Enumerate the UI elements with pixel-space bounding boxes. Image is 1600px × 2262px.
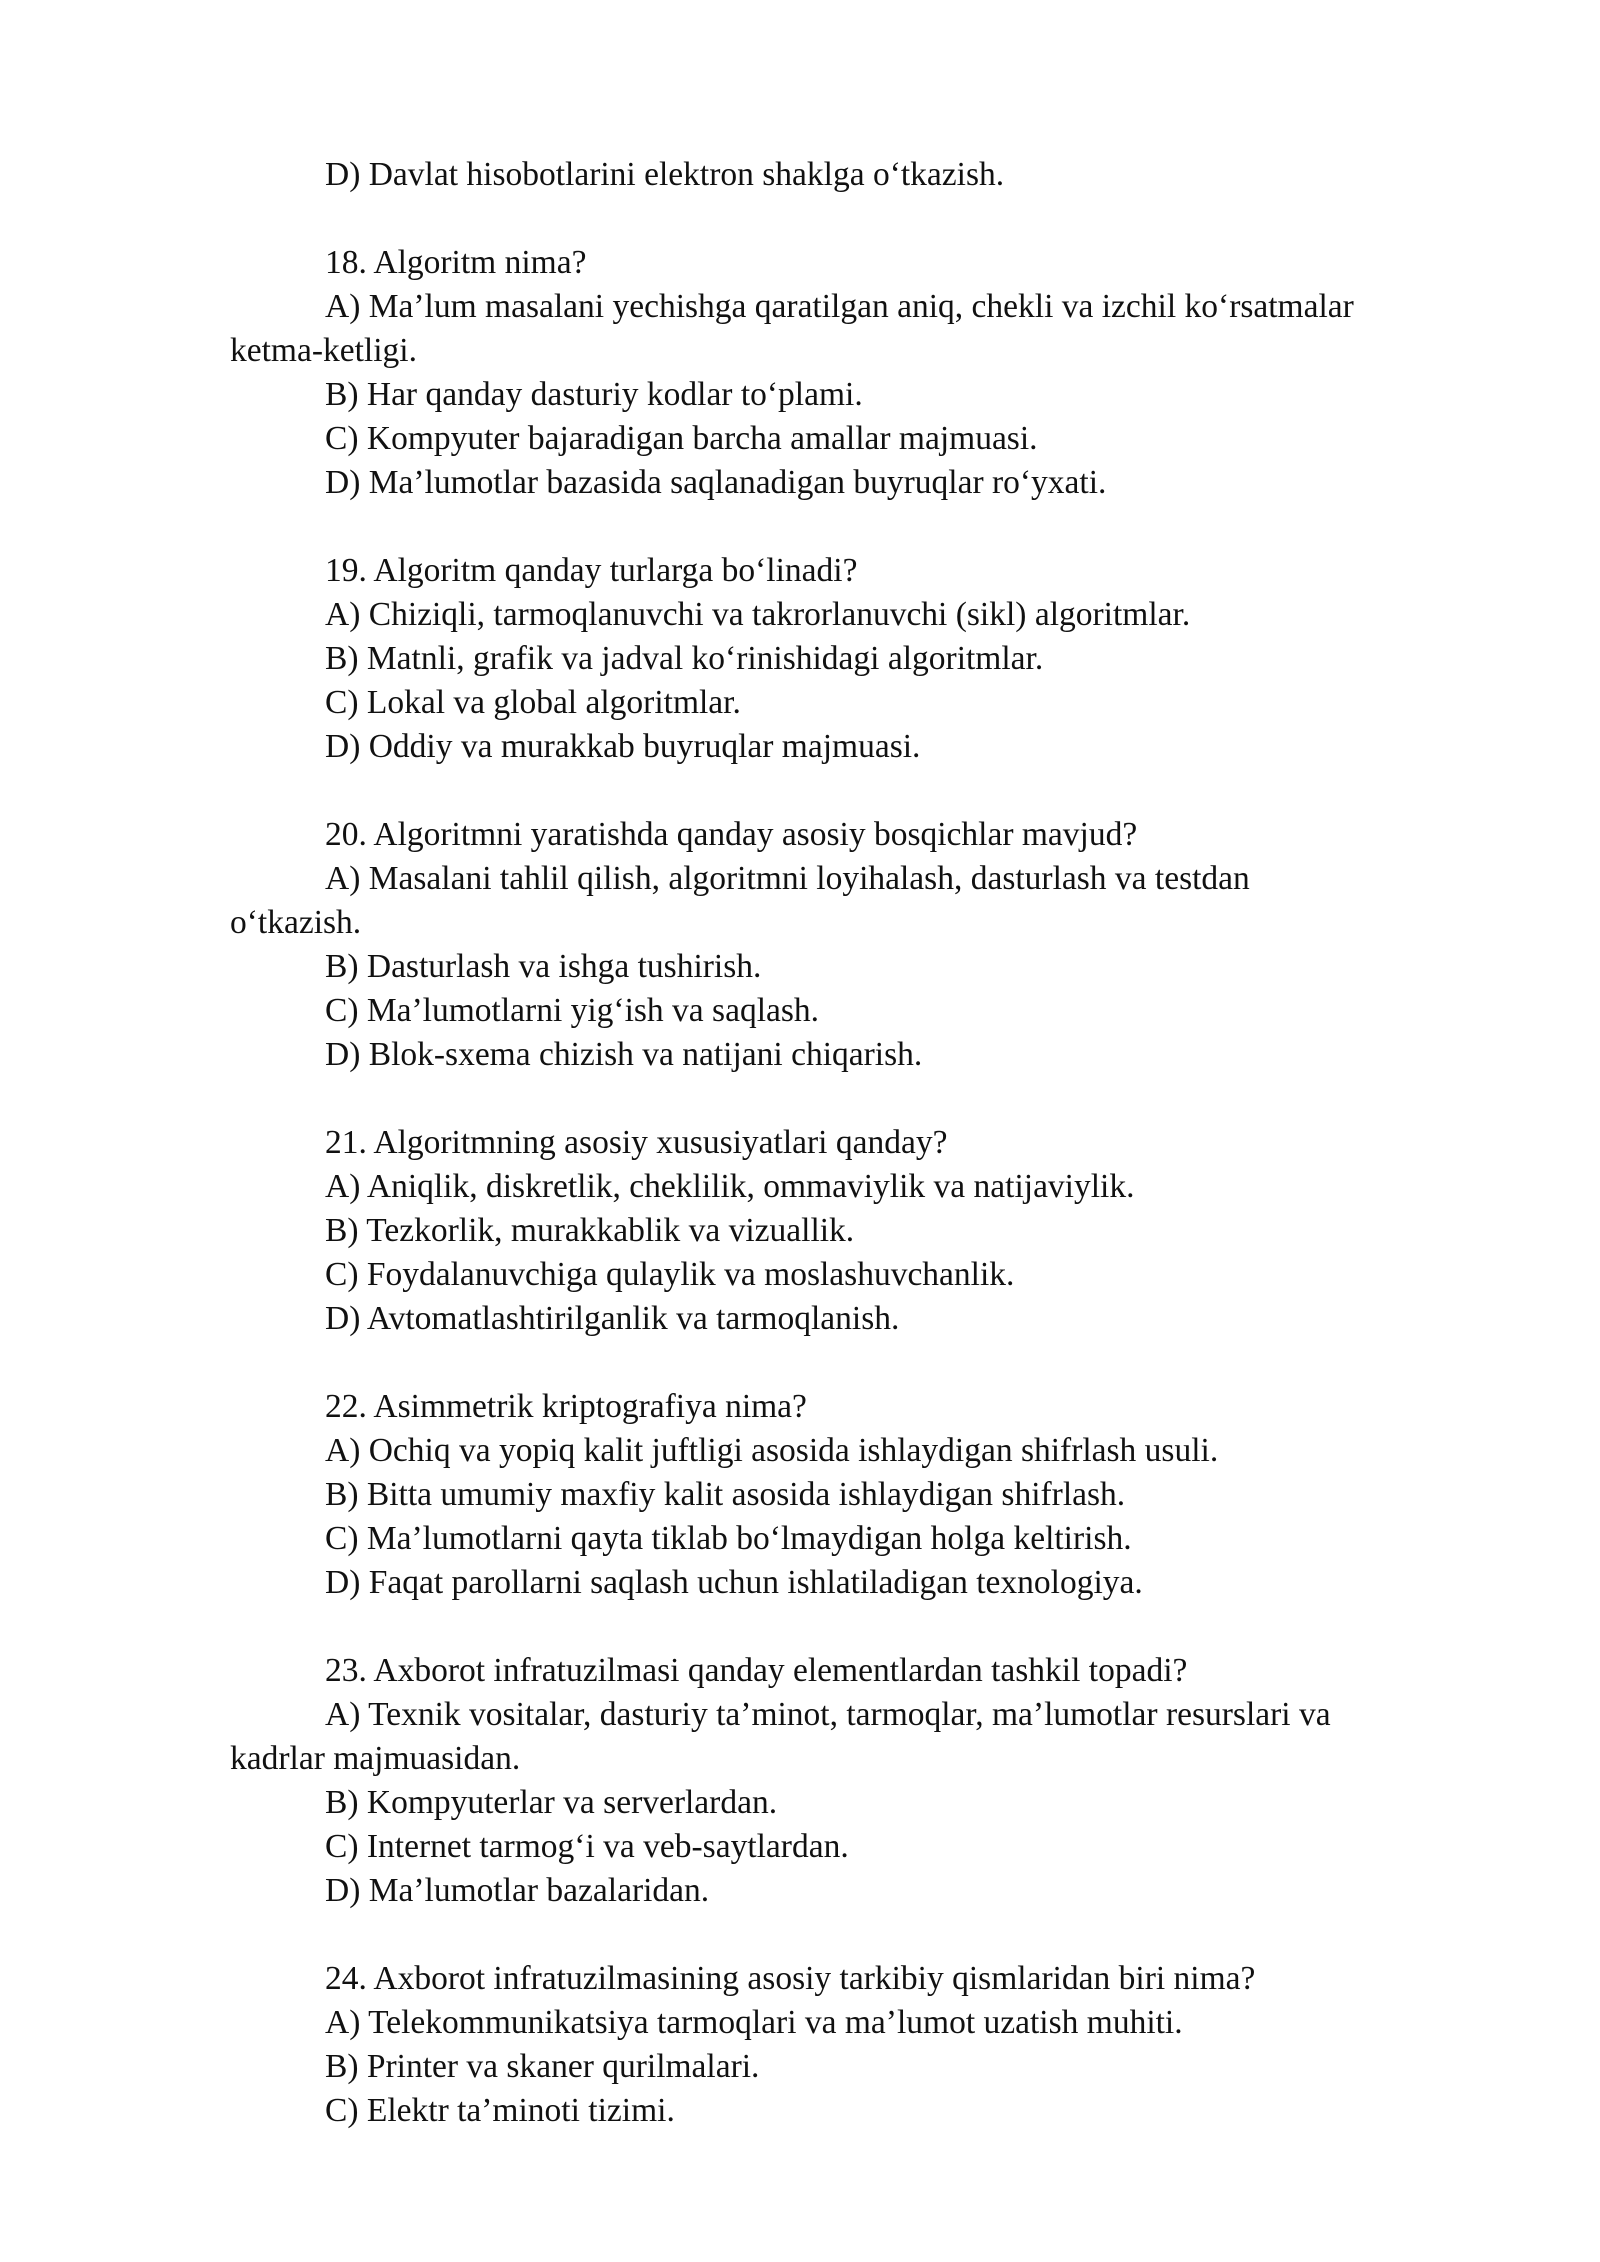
question-23: 23. Axborot infratuzilmasi qanday elementlardan tashkil topadi? [325, 1652, 1188, 1689]
q18-option-d: D) Ma’lumotlar bazasida saqlanadigan buyruqlar ro‘yxati. [325, 464, 1107, 501]
q19-option-a: A) Chiziqli, tarmoqlanuvchi va takrorlanuvchi (sikl) algoritmlar. [325, 596, 1191, 633]
question-18: 18. Algoritm nima? [325, 244, 587, 281]
q21-option-a: A) Aniqlik, diskretlik, cheklilik, ommaviylik va natijaviylik. [325, 1168, 1135, 1205]
q20-option-a: A) Masalani tahlil qilish, algoritmni loyihalash, dasturlash va testdan [325, 860, 1250, 897]
q23-option-a-continued: kadrlar majmuasidan. [230, 1740, 521, 1777]
q22-option-d: D) Faqat parollarni saqlash uchun ishlatiladigan texnologiya. [325, 1564, 1143, 1601]
question-19: 19. Algoritm qanday turlarga bo‘linadi? [325, 552, 858, 589]
q23-option-b: B) Kompyuterlar va serverlardan. [325, 1784, 778, 1821]
q18-option-a-continued: ketma-ketligi. [230, 332, 417, 369]
q23-option-a: A) Texnik vositalar, dasturiy ta’minot, tarmoqlar, ma’lumotlar resurslari va [325, 1696, 1331, 1733]
q21-option-c: C) Foydalanuvchiga qulaylik va moslashuvchanlik. [325, 1256, 1015, 1293]
q24-option-a: A) Telekommunikatsiya tarmoqlari va ma’lumot uzatish muhiti. [325, 2004, 1183, 2041]
q24-option-b: B) Printer va skaner qurilmalari. [325, 2048, 760, 2085]
q24-option-c: C) Elektr ta’minoti tizimi. [325, 2092, 675, 2129]
q20-option-d: D) Blok-sxema chizish va natijani chiqarish. [325, 1036, 923, 1073]
q21-option-d: D) Avtomatlashtirilganlik va tarmoqlanish. [325, 1300, 900, 1337]
q22-option-a: A) Ochiq va yopiq kalit juftligi asosida ishlaydigan shifrlash usuli. [325, 1432, 1219, 1469]
q19-option-c: C) Lokal va global algoritmlar. [325, 684, 741, 721]
q22-option-c: C) Ma’lumotlarni qayta tiklab bo‘lmaydigan holga keltirish. [325, 1520, 1132, 1557]
q23-option-d: D) Ma’lumotlar bazalaridan. [325, 1872, 710, 1909]
q22-option-b: B) Bitta umumiy maxfiy kalit asosida ishlaydigan shifrlash. [325, 1476, 1126, 1513]
q21-option-b: B) Tezkorlik, murakkablik va vizuallik. [325, 1212, 855, 1249]
q18-option-a: A) Ma’lum masalani yechishga qaratilgan aniq, chekli va izchil ko‘rsatmalar [325, 288, 1354, 325]
q19-option-b: B) Matnli, grafik va jadval ko‘rinishidagi algoritmlar. [325, 640, 1044, 677]
answer-option-d: D) Davlat hisobotlarini elektron shaklga o‘tkazish. [325, 156, 1005, 193]
q20-option-c: C) Ma’lumotlarni yig‘ish va saqlash. [325, 992, 820, 1029]
q18-option-c: C) Kompyuter bajaradigan barcha amallar majmuasi. [325, 420, 1038, 457]
question-24: 24. Axborot infratuzilmasining asosiy tarkibiy qismlaridan biri nima? [325, 1960, 1256, 1997]
q19-option-d: D) Oddiy va murakkab buyruqlar majmuasi. [325, 728, 921, 765]
q20-option-b: B) Dasturlash va ishga tushirish. [325, 948, 762, 985]
question-21: 21. Algoritmning asosiy xususiyatlari qanday? [325, 1124, 948, 1161]
q18-option-b: B) Har qanday dasturiy kodlar to‘plami. [325, 376, 863, 413]
question-20: 20. Algoritmni yaratishda qanday asosiy bosqichlar mavjud? [325, 816, 1138, 853]
question-22: 22. Asimmetrik kriptografiya nima? [325, 1388, 807, 1425]
q20-option-a-continued: o‘tkazish. [230, 904, 362, 941]
q23-option-c: C) Internet tarmog‘i va veb-saytlardan. [325, 1828, 849, 1865]
